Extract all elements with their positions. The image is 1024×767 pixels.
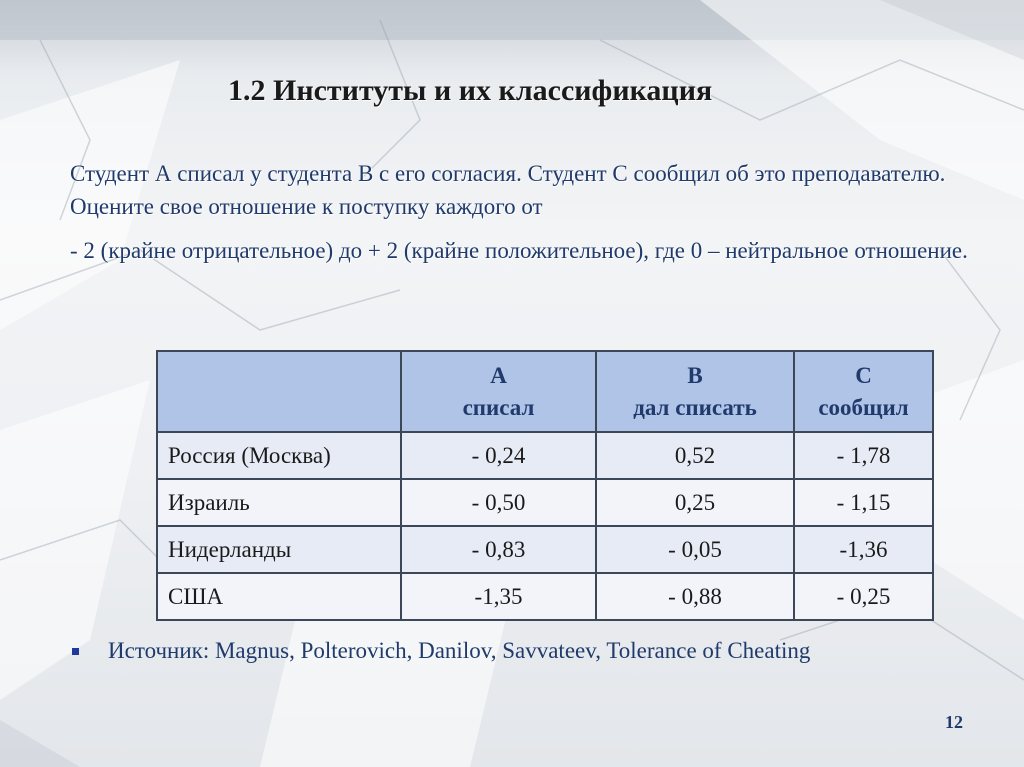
header-label: сообщил [818, 394, 909, 420]
table-row [157, 479, 933, 526]
value-cell-a: - 0,83 [401, 526, 596, 573]
country-cell: США [157, 573, 401, 620]
scale-paragraph: - 2 (крайне отрицательное) до + 2 (крайне положительное), где 0 – нейтральное отношение. [70, 238, 968, 263]
header-label: списал [462, 394, 535, 420]
country-cell: Израиль [157, 479, 401, 526]
table-row [157, 432, 933, 479]
table-header-row [157, 351, 933, 432]
header-letter: C [855, 362, 872, 388]
value-cell-b: - 0,88 [596, 573, 794, 620]
source-note [72, 634, 912, 667]
page-number: 12 [945, 712, 963, 732]
header-letter: B [687, 362, 703, 388]
table-row [157, 573, 933, 620]
value-cell-b: 0,25 [596, 479, 794, 526]
value-cell-b: - 0,05 [596, 526, 794, 573]
question-paragraph: Студент А списал у студента В с его согласия. Студент С сообщил об это преподавателю. Оцените свое отношение к поступку каждого от [70, 161, 946, 219]
results-table [156, 350, 934, 621]
value-cell-c: -1,36 [794, 526, 933, 573]
source-text: Источник: Magnus, Polterovich, Danilov, Savvateev, Tolerance of Cheating [108, 638, 811, 663]
header-label: дал списать [633, 394, 757, 420]
value-cell-c: - 1,78 [794, 432, 933, 479]
country-cell: Россия (Москва) [157, 432, 401, 479]
slide-title: 1.2 Институты и их классификация [228, 74, 713, 107]
header-letter: A [490, 362, 507, 388]
table-row [157, 526, 933, 573]
value-cell-a: - 0,24 [401, 432, 596, 479]
value-cell-a: - 0,50 [401, 479, 596, 526]
header-corner-cell [157, 351, 401, 432]
value-cell-a: -1,35 [401, 573, 596, 620]
header-col-c [794, 351, 933, 432]
header-col-a [401, 351, 596, 432]
country-cell: Нидерланды [157, 526, 401, 573]
value-cell-c: - 0,25 [794, 573, 933, 620]
value-cell-c: - 1,15 [794, 479, 933, 526]
header-col-b [596, 351, 794, 432]
value-cell-b: 0,52 [596, 432, 794, 479]
square-bullet-icon [72, 648, 79, 655]
